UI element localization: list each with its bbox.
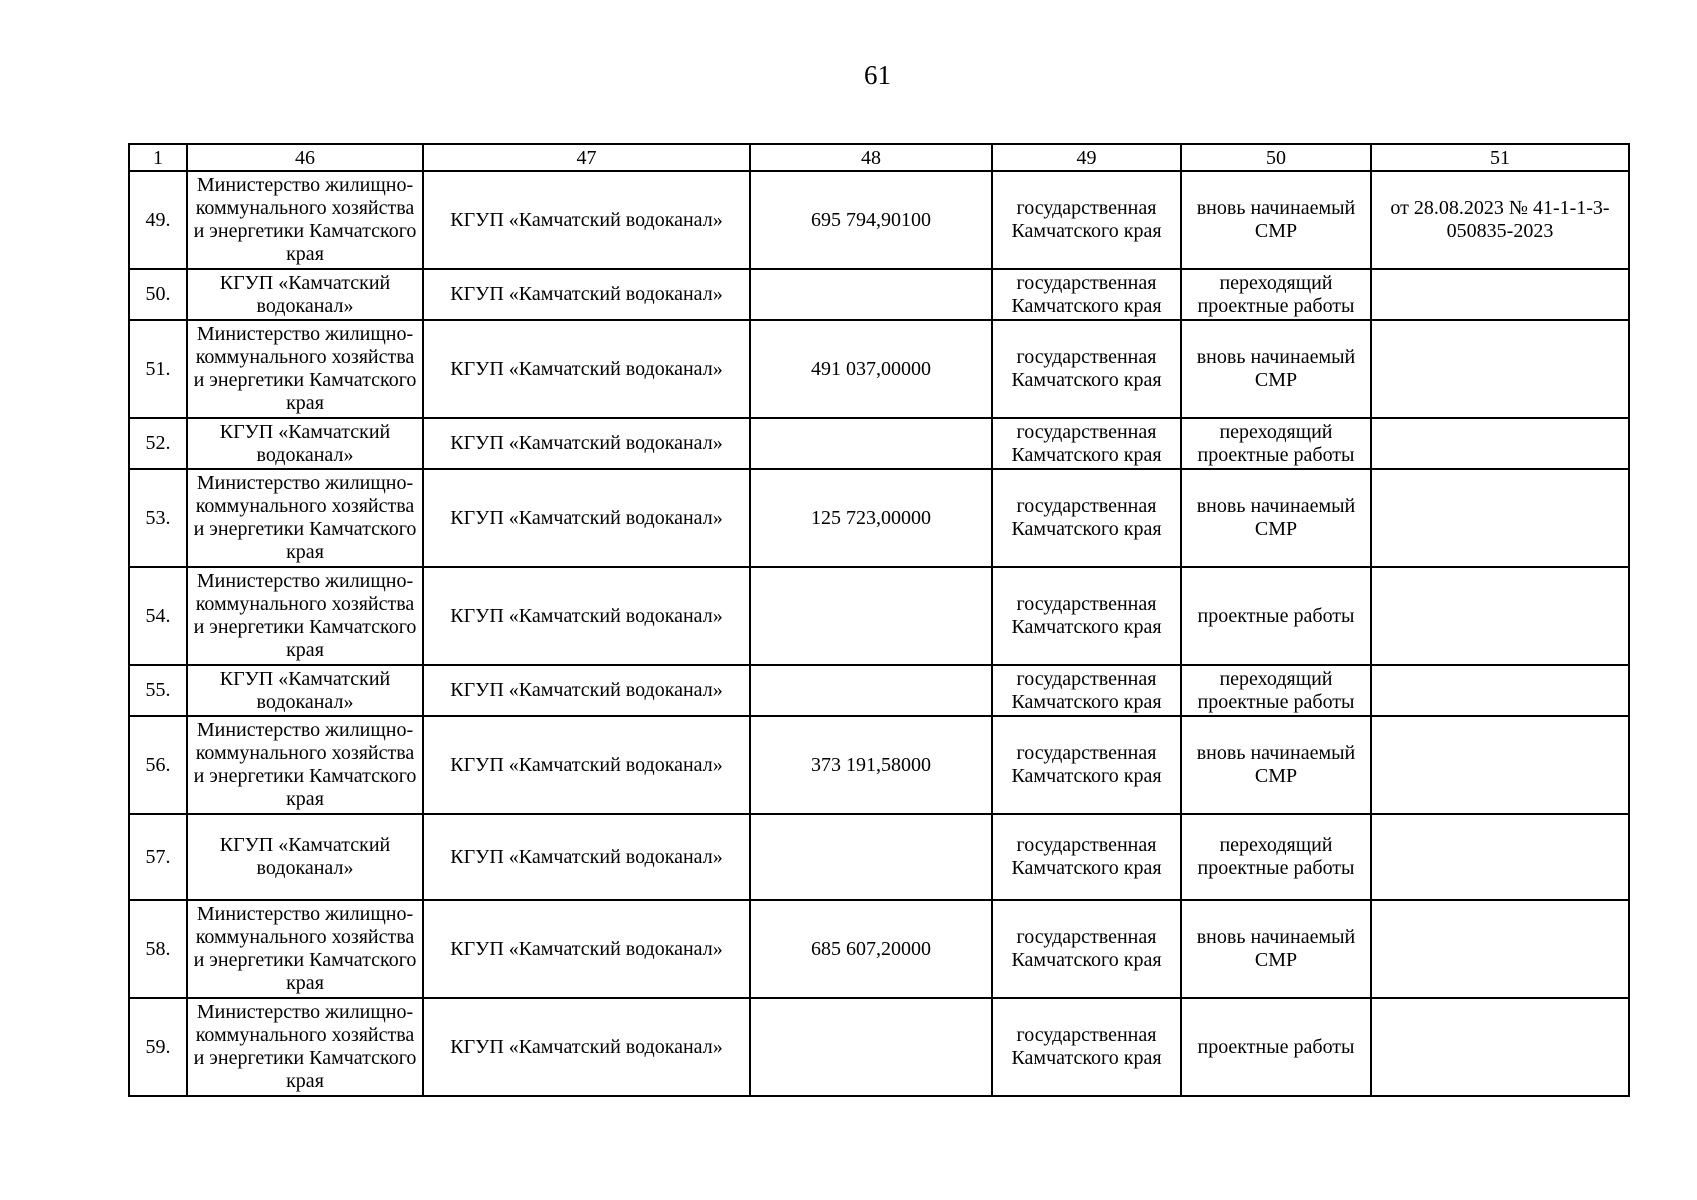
- table-row: [129, 814, 1629, 900]
- row-number-cell: 55.: [129, 665, 187, 716]
- table-row: [129, 171, 1629, 269]
- developer-cell: КГУП «Камчатский водоканал»: [423, 814, 750, 900]
- stage-cell: вновь начинаемый СМР: [1181, 716, 1371, 814]
- stage-cell: вновь начинаемый СМР: [1181, 900, 1371, 998]
- conclusion-cell: [1371, 320, 1629, 418]
- table-row: [129, 269, 1629, 320]
- table-row: [129, 900, 1629, 998]
- customer-cell: Министерство жилищно-коммунального хозяйства и энергетики Камчатского края: [187, 716, 423, 814]
- customer-cell: Министерство жилищно-коммунального хозяйства и энергетики Камчатского края: [187, 469, 423, 567]
- cost-cell: 491 037,00000: [750, 320, 992, 418]
- column-header-46: 46: [187, 144, 423, 171]
- developer-cell: КГУП «Камчатский водоканал»: [423, 716, 750, 814]
- ownership-cell: государственная Камчатского края: [992, 320, 1181, 418]
- developer-cell: КГУП «Камчатский водоканал»: [423, 998, 750, 1096]
- cost-cell: [750, 567, 992, 665]
- conclusion-cell: [1371, 567, 1629, 665]
- ownership-cell: государственная Камчатского края: [992, 567, 1181, 665]
- data-table: [128, 143, 1630, 1097]
- conclusion-cell: [1371, 900, 1629, 998]
- stage-cell: проектные работы: [1181, 998, 1371, 1096]
- row-number-cell: 54.: [129, 567, 187, 665]
- conclusion-cell: от 28.08.2023 № 41-1-1-3-050835-2023: [1371, 171, 1629, 269]
- ownership-cell: государственная Камчатского края: [992, 900, 1181, 998]
- customer-cell: КГУП «Камчатский водоканал»: [187, 418, 423, 469]
- stage-cell: переходящий проектные работы: [1181, 418, 1371, 469]
- conclusion-cell: [1371, 716, 1629, 814]
- cost-cell: [750, 998, 992, 1096]
- developer-cell: КГУП «Камчатский водоканал»: [423, 171, 750, 269]
- table-body: [129, 144, 1629, 1096]
- developer-cell: КГУП «Камчатский водоканал»: [423, 469, 750, 567]
- column-header-51: 51: [1371, 144, 1629, 171]
- cost-cell: [750, 665, 992, 716]
- customer-cell: Министерство жилищно-коммунального хозяйства и энергетики Камчатского края: [187, 320, 423, 418]
- page-number: 61: [864, 60, 891, 90]
- cost-cell: 685 607,20000: [750, 900, 992, 998]
- column-header-47: 47: [423, 144, 750, 171]
- table-row: [129, 567, 1629, 665]
- table-row: [129, 998, 1629, 1096]
- cost-cell: 695 794,90100: [750, 171, 992, 269]
- developer-cell: КГУП «Камчатский водоканал»: [423, 665, 750, 716]
- customer-cell: Министерство жилищно-коммунального хозяйства и энергетики Камчатского края: [187, 998, 423, 1096]
- stage-cell: переходящий проектные работы: [1181, 665, 1371, 716]
- row-number-cell: 52.: [129, 418, 187, 469]
- customer-cell: Министерство жилищно-коммунального хозяйства и энергетики Камчатского края: [187, 567, 423, 665]
- stage-cell: вновь начинаемый СМР: [1181, 469, 1371, 567]
- cost-cell: 125 723,00000: [750, 469, 992, 567]
- table-row: [129, 716, 1629, 814]
- conclusion-cell: [1371, 469, 1629, 567]
- developer-cell: КГУП «Камчатский водоканал»: [423, 418, 750, 469]
- customer-cell: Министерство жилищно-коммунального хозяйства и энергетики Камчатского края: [187, 171, 423, 269]
- column-header-49: 49: [992, 144, 1181, 171]
- row-number-cell: 56.: [129, 716, 187, 814]
- row-number-cell: 57.: [129, 814, 187, 900]
- customer-cell: КГУП «Камчатский водоканал»: [187, 665, 423, 716]
- row-number-cell: 59.: [129, 998, 187, 1096]
- column-header-1: 1: [129, 144, 187, 171]
- stage-cell: вновь начинаемый СМР: [1181, 171, 1371, 269]
- column-header-row: [129, 144, 1629, 171]
- conclusion-cell: [1371, 814, 1629, 900]
- table-row: [129, 418, 1629, 469]
- conclusion-cell: [1371, 418, 1629, 469]
- ownership-cell: государственная Камчатского края: [992, 418, 1181, 469]
- ownership-cell: государственная Камчатского края: [992, 665, 1181, 716]
- table-row: [129, 469, 1629, 567]
- ownership-cell: государственная Камчатского края: [992, 269, 1181, 320]
- table-row: [129, 665, 1629, 716]
- customer-cell: Министерство жилищно-коммунального хозяйства и энергетики Камчатского края: [187, 900, 423, 998]
- row-number-cell: 58.: [129, 900, 187, 998]
- ownership-cell: государственная Камчатского края: [992, 998, 1181, 1096]
- row-number-cell: 53.: [129, 469, 187, 567]
- row-number-cell: 50.: [129, 269, 187, 320]
- conclusion-cell: [1371, 269, 1629, 320]
- developer-cell: КГУП «Камчатский водоканал»: [423, 320, 750, 418]
- cost-cell: [750, 418, 992, 469]
- developer-cell: КГУП «Камчатский водоканал»: [423, 900, 750, 998]
- conclusion-cell: [1371, 998, 1629, 1096]
- ownership-cell: государственная Камчатского края: [992, 814, 1181, 900]
- cost-cell: 373 191,58000: [750, 716, 992, 814]
- conclusion-cell: [1371, 665, 1629, 716]
- customer-cell: КГУП «Камчатский водоканал»: [187, 269, 423, 320]
- column-header-50: 50: [1181, 144, 1371, 171]
- row-number-cell: 51.: [129, 320, 187, 418]
- column-header-48: 48: [750, 144, 992, 171]
- ownership-cell: государственная Камчатского края: [992, 469, 1181, 567]
- developer-cell: КГУП «Камчатский водоканал»: [423, 567, 750, 665]
- cost-cell: [750, 269, 992, 320]
- stage-cell: переходящий проектные работы: [1181, 814, 1371, 900]
- cost-cell: [750, 814, 992, 900]
- stage-cell: проектные работы: [1181, 567, 1371, 665]
- stage-cell: переходящий проектные работы: [1181, 269, 1371, 320]
- customer-cell: КГУП «Камчатский водоканал»: [187, 814, 423, 900]
- ownership-cell: государственная Камчатского края: [992, 716, 1181, 814]
- stage-cell: вновь начинаемый СМР: [1181, 320, 1371, 418]
- table-row: [129, 320, 1629, 418]
- ownership-cell: государственная Камчатского края: [992, 171, 1181, 269]
- row-number-cell: 49.: [129, 171, 187, 269]
- developer-cell: КГУП «Камчатский водоканал»: [423, 269, 750, 320]
